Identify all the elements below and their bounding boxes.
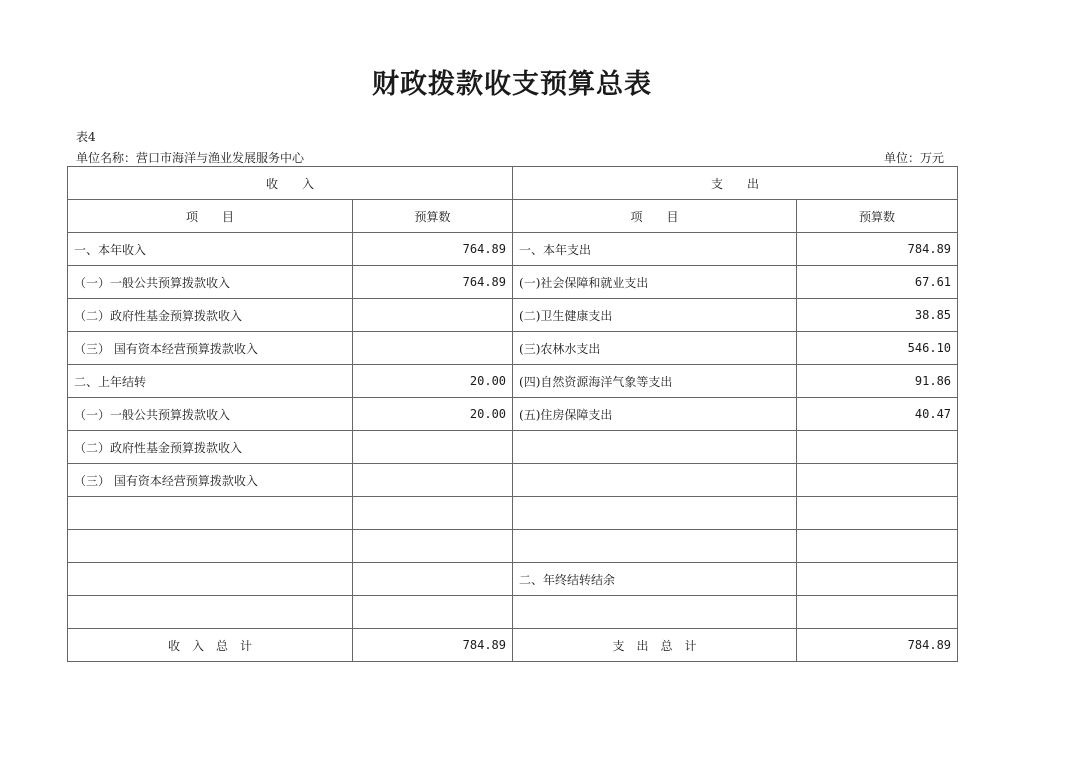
income-amount-cell [353,332,513,365]
expense-item-cell [513,431,797,464]
income-amount-cell: 764.89 [353,233,513,266]
expense-total-label: 支 出 总 计 [513,629,797,662]
totals-row [68,629,958,662]
table-number: 表4 [76,130,96,144]
expense-item-cell [513,530,797,563]
expense-item-cell: (三)农林水支出 [513,332,797,365]
income-item-cell [68,596,353,629]
table-row [68,497,958,530]
income-item-cell: （一）一般公共预算拨款收入 [68,398,353,431]
income-item-cell: （一）一般公共预算拨款收入 [68,266,353,299]
income-amount-cell [353,431,513,464]
income-item-cell [68,530,353,563]
table-row [68,365,958,398]
expense-amount-header: 预算数 [797,200,958,233]
expense-item-cell: (五)住房保障支出 [513,398,797,431]
income-amount-cell: 20.00 [353,365,513,398]
income-amount-cell [353,563,513,596]
expense-amount-cell [797,497,958,530]
table-row [68,596,958,629]
expense-item-cell [513,497,797,530]
column-header-row [68,200,958,233]
table-row [68,431,958,464]
income-amount-cell [353,497,513,530]
expense-amount-cell: 546.10 [797,332,958,365]
table-row [68,464,958,497]
income-item-cell: （二）政府性基金预算拨款收入 [68,431,353,464]
income-total-label: 收 入 总 计 [68,629,353,662]
budget-table [67,166,958,662]
table-row [68,332,958,365]
expense-amount-cell: 67.61 [797,266,958,299]
table-row [68,398,958,431]
expense-amount-cell: 91.86 [797,365,958,398]
income-total-amount: 784.89 [353,629,513,662]
expense-amount-cell [797,431,958,464]
expense-amount-cell [797,530,958,563]
income-amount-cell: 20.00 [353,398,513,431]
currency-unit: 单位：万元 [884,151,945,165]
income-amount-cell [353,464,513,497]
expense-item-cell: 一、本年支出 [513,233,797,266]
income-amount-header: 预算数 [353,200,513,233]
income-amount-cell [353,530,513,563]
expense-item-cell [513,464,797,497]
expense-item-cell [513,596,797,629]
expense-amount-cell [797,464,958,497]
income-amount-cell [353,596,513,629]
expense-amount-cell [797,563,958,596]
unit-name: 单位名称：营口市海洋与渔业发展服务中心 [76,151,305,165]
income-item-cell: （二）政府性基金预算拨款收入 [68,299,353,332]
income-item-header: 项 目 [68,200,353,233]
expense-amount-cell: 784.89 [797,233,958,266]
income-amount-cell [353,299,513,332]
income-item-cell [68,497,353,530]
table-row [68,299,958,332]
page-title: 财政拨款收支预算总表 [372,69,652,100]
income-item-cell: （三） 国有资本经营预算拨款收入 [68,464,353,497]
income-item-cell: 二、上年结转 [68,365,353,398]
income-item-cell [68,563,353,596]
section-header-row [68,167,958,200]
expense-item-cell: (四)自然资源海洋气象等支出 [513,365,797,398]
income-item-cell: （三） 国有资本经营预算拨款收入 [68,332,353,365]
table-row [68,563,958,596]
table-row [68,266,958,299]
expense-header: 支 出 [513,167,958,200]
expense-amount-cell: 40.47 [797,398,958,431]
income-amount-cell: 764.89 [353,266,513,299]
expense-item-cell: 二、年终结转结余 [513,563,797,596]
income-item-cell: 一、本年收入 [68,233,353,266]
expense-item-header: 项 目 [513,200,797,233]
expense-total-amount: 784.89 [797,629,958,662]
expense-item-cell: (一)社会保障和就业支出 [513,266,797,299]
table-row [68,530,958,563]
expense-amount-cell [797,596,958,629]
income-header: 收 入 [68,167,513,200]
expense-item-cell: (二)卫生健康支出 [513,299,797,332]
table-row [68,233,958,266]
expense-amount-cell: 38.85 [797,299,958,332]
